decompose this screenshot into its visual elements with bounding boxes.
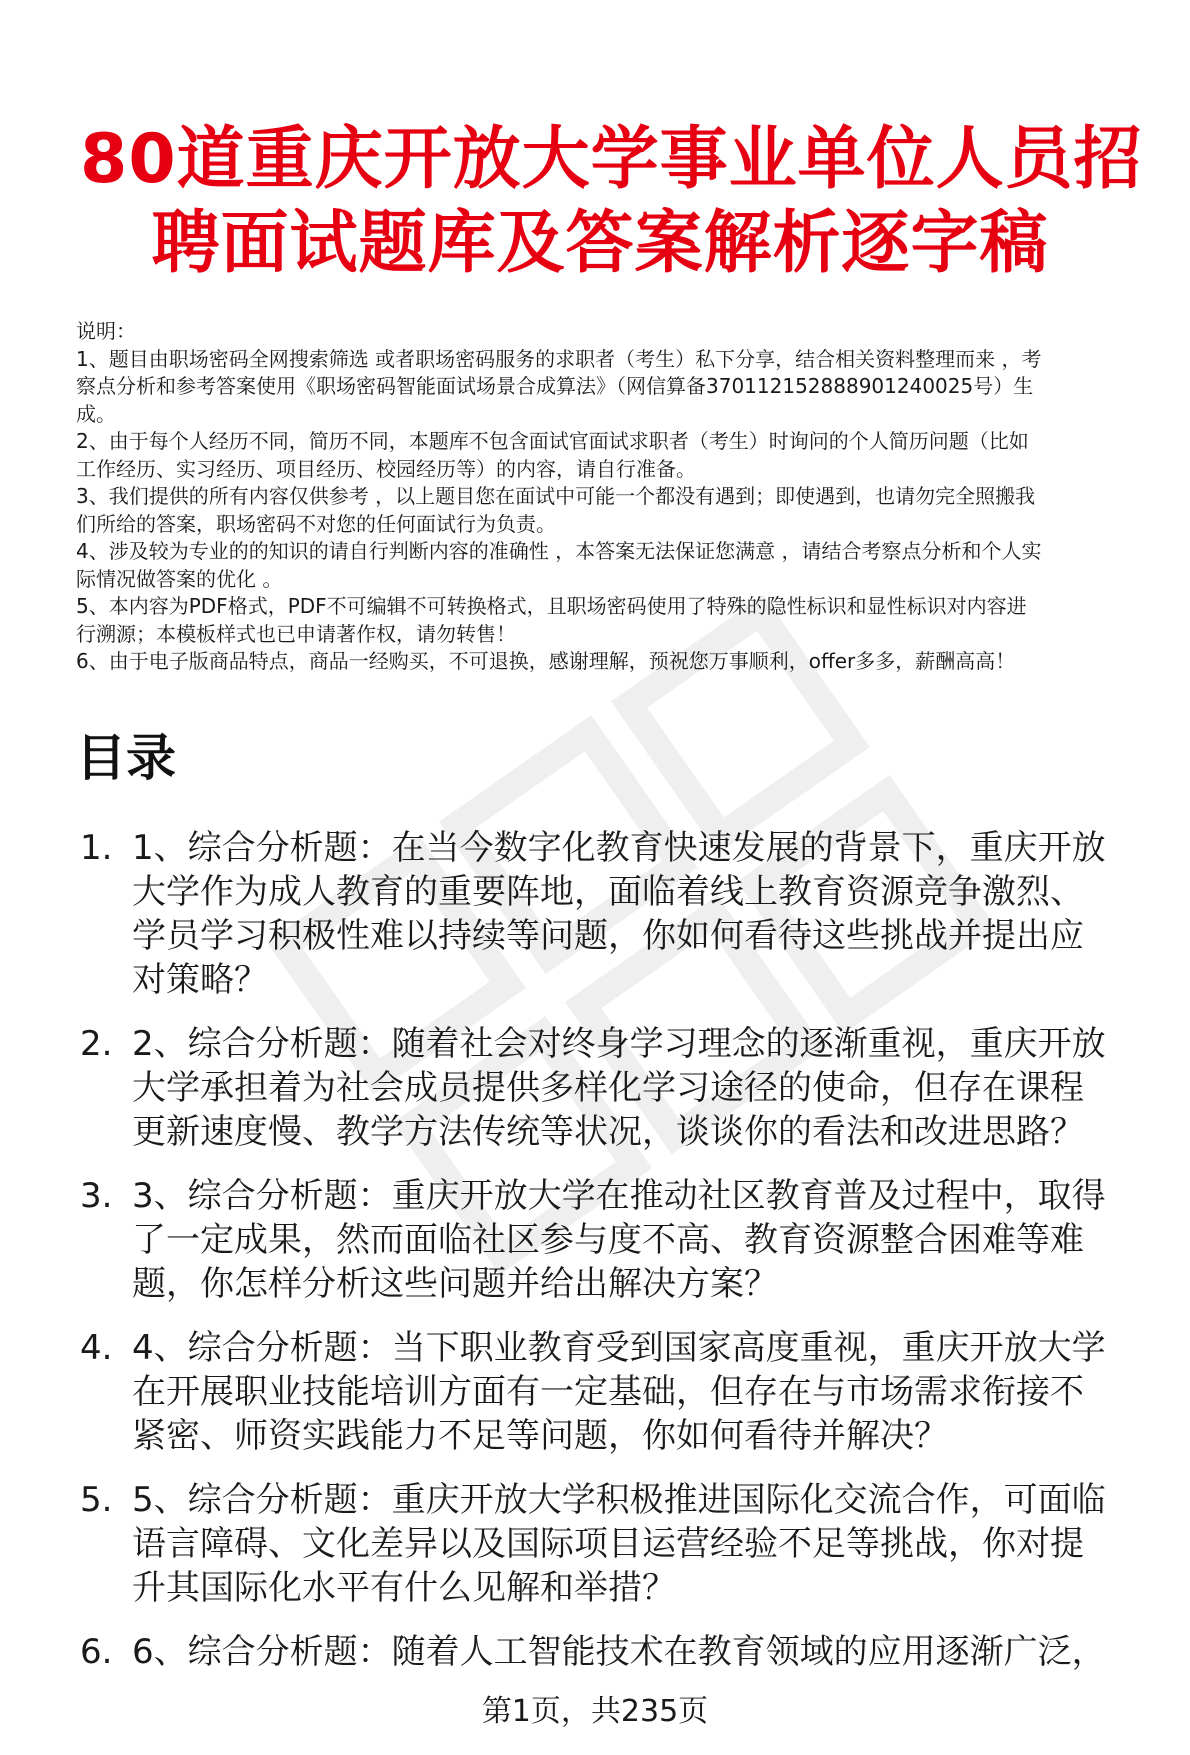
toc-item-line: 大学承担着为社会成员提供多样化学习途径的使命，但存在课程 — [132, 1068, 1084, 1108]
toc-item-number: 5. — [80, 1480, 113, 1520]
toc-item-text — [132, 1174, 1166, 1306]
notes-section — [76, 318, 1156, 676]
toc-item-number: 2. — [80, 1024, 113, 1064]
notes-line: 察点分析和参考答案使用《职场密码智能面试场景合成算法》（网信算备370112152888901240025号）生 — [76, 374, 1034, 398]
toc-item-5[interactable] — [76, 1478, 1166, 1610]
notes-line: 4、涉及较为专业的的知识的请自行判断内容的准确性 ，本答案无法保证您满意 ，请结合考察点分析和个人实 — [76, 539, 1042, 563]
toc-item-line: 题，你怎样分析这些问题并给出解决方案？ — [132, 1264, 778, 1304]
toc-item-line: 更新速度慢、教学方法传统等状况，谈谈你的看法和改进思路？ — [132, 1112, 1084, 1152]
toc-item-line: 升其国际化水平有什么见解和举措？ — [132, 1568, 676, 1608]
toc-heading: 目录 — [76, 729, 176, 787]
toc-item-number: 3. — [80, 1176, 113, 1216]
notes-line: 行溯源；本模板样式也已申请著作权，请勿转售！ — [76, 621, 516, 646]
notes-line: 工作经历、实习经历、项目经历、校园经历等）的内容，请自行准备。 — [76, 456, 696, 481]
toc-item-line: 2、综合分析题：随着社会对终身学习理念的逐渐重视，重庆开放 — [132, 1024, 1106, 1064]
toc-item-number: 6. — [80, 1632, 113, 1672]
notes-line: 5、本内容为PDF格式，PDF不可编辑不可转换格式，且职场密码使用了特殊的隐性标识和显性标识对内容进 — [76, 594, 1027, 618]
toc-item-6[interactable] — [76, 1630, 1166, 1674]
page-number: 第1页，共235页 — [481, 1694, 709, 1729]
toc-list — [76, 826, 1166, 1694]
toc-item-line: 大学作为成人教育的重要阵地，面临着线上教育资源竞争激烈、 — [132, 872, 1084, 912]
toc-item-number: 4. — [80, 1328, 113, 1368]
toc-item-line: 4、综合分析题：当下职业教育受到国家高度重视，重庆开放大学 — [132, 1328, 1106, 1368]
notes-line: 6、由于电子版商品特点，商品一经购买，不可退换，感谢理解，预祝您万事顺利，offer多多，薪酬高高！ — [76, 649, 1016, 673]
toc-item-3[interactable] — [76, 1174, 1166, 1306]
toc-item-text — [132, 1326, 1166, 1458]
toc-item-line: 紧密、师资实践能力不足等问题，你如何看待并解决？ — [132, 1416, 948, 1456]
notes-line: 2、由于每个人经历不同，简历不同，本题库不包含面试官面试求职者（考生）时询问的个人简历问题（比如 — [76, 429, 1029, 453]
toc-item-line: 3、综合分析题：重庆开放大学在推动社区教育普及过程中，取得 — [132, 1176, 1106, 1216]
notes-line: 说明： — [76, 319, 136, 343]
notes-line: 3、我们提供的所有内容仅供参考 ，以上题目您在面试中可能一个都没有遇到；即使遇到，也请勿完全照搬我 — [76, 484, 1036, 508]
toc-item-4[interactable] — [76, 1326, 1166, 1458]
toc-item-1[interactable] — [76, 826, 1166, 1002]
notes-line: 际情况做答案的优化 。 — [76, 566, 283, 591]
toc-item-text — [132, 1478, 1166, 1610]
toc-item-2[interactable] — [76, 1022, 1166, 1154]
toc-item-text — [132, 1022, 1166, 1154]
toc-item-line: 5、综合分析题：重庆开放大学积极推进国际化交流合作，可面临 — [132, 1480, 1106, 1520]
notes-line: 成。 — [76, 401, 116, 426]
toc-item-line: 对策略？ — [132, 960, 268, 1000]
notes-line: 1、题目由职场密码全网搜索筛选 或者职场密码服务的求职者（考生）私下分享，结合相关资料整理而来 ，考 — [76, 346, 1042, 371]
toc-item-text — [132, 1630, 1166, 1674]
title-line-1: 80道重庆开放大学事业单位人员招 — [80, 120, 1143, 199]
toc-item-line: 1、综合分析题：在当今数字化教育快速发展的背景下，重庆开放 — [132, 828, 1106, 868]
document-title — [80, 118, 1143, 286]
toc-item-line: 语言障碍、文化差异以及国际项目运营经验不足等挑战，你对提 — [132, 1524, 1084, 1564]
title-line-2: 聘面试题库及答案解析逐字稿 — [151, 204, 1049, 283]
toc-item-number: 1. — [80, 828, 113, 868]
toc-item-line: 在开展职业技能培训方面有一定基础，但存在与市场需求衔接不 — [132, 1372, 1084, 1412]
notes-line: 们所给的答案，职场密码不对您的任何面试行为负责。 — [76, 511, 556, 536]
toc-item-line: 了一定成果，然而面临社区参与度不高、教育资源整合困难等难 — [132, 1220, 1084, 1260]
toc-item-line: 学员学习积极性难以持续等问题，你如何看待这些挑战并提出应 — [132, 916, 1084, 956]
toc-item-line: 6、综合分析题：随着人工智能技术在教育领域的应用逐渐广泛， — [132, 1632, 1106, 1672]
toc-item-text — [132, 826, 1166, 1002]
